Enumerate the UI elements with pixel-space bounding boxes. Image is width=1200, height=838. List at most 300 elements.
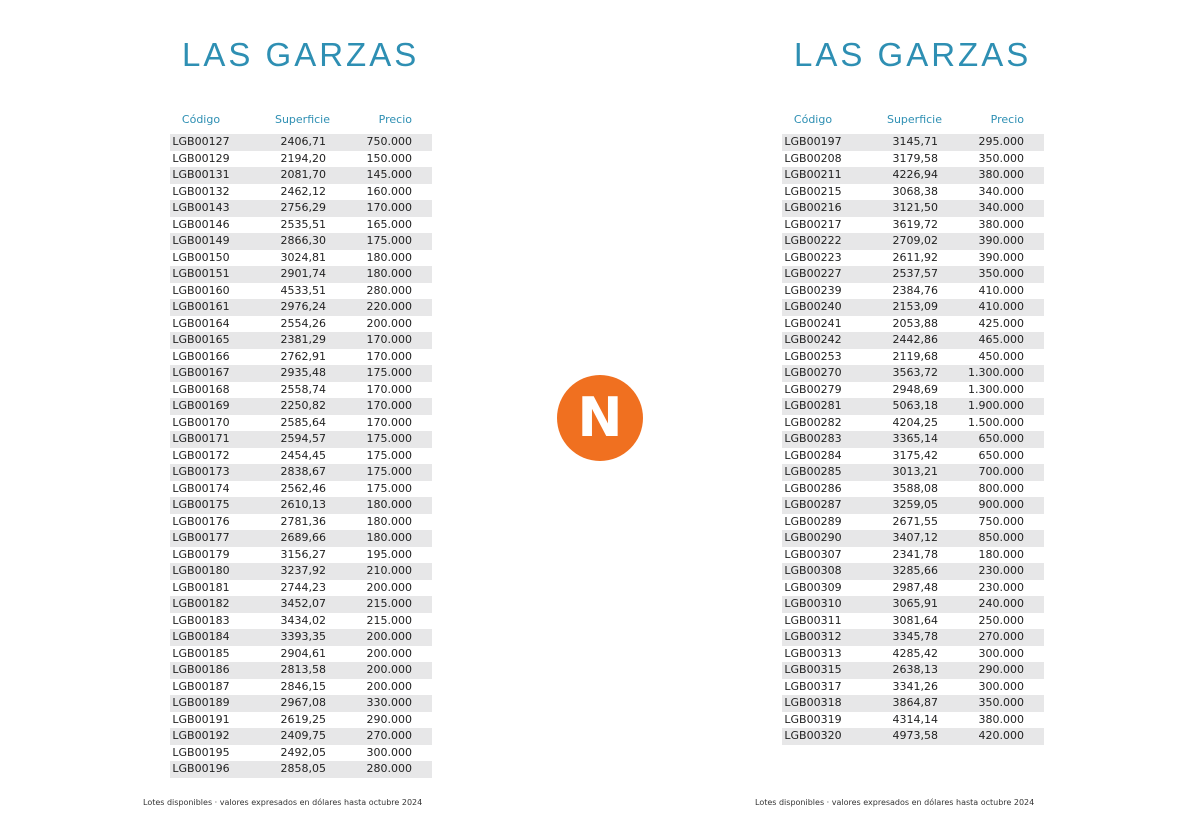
table-row <box>782 448 1044 465</box>
area-cell: 2858,05 <box>280 762 326 775</box>
price-cell: 200.000 <box>366 646 412 660</box>
area-cell: 2901,74 <box>280 267 326 280</box>
area-cell: 2935,48 <box>280 366 326 379</box>
table-row <box>170 217 432 234</box>
code-cell: LGB00307 <box>784 547 842 561</box>
price-cell: 180.000 <box>366 531 412 544</box>
code-cell: LGB00164 <box>172 316 230 330</box>
table-row <box>782 349 1044 366</box>
price-cell: 290.000 <box>366 712 412 726</box>
price-cell: 1.900.000 <box>968 399 1024 412</box>
table-row <box>170 316 432 333</box>
price-cell: 340.000 <box>978 201 1024 214</box>
area-cell: 2535,51 <box>280 217 326 231</box>
table-row <box>782 613 1044 630</box>
price-cell: 200.000 <box>366 663 412 676</box>
price-cell: 175.000 <box>366 234 412 247</box>
price-cell: 175.000 <box>366 481 412 495</box>
n-logo-icon: N <box>557 375 643 461</box>
price-cell: 270.000 <box>978 630 1024 643</box>
price-cell: 340.000 <box>978 184 1024 198</box>
price-cell: 220.000 <box>366 300 412 313</box>
table-row <box>782 580 1044 597</box>
table-row <box>782 530 1044 547</box>
footer-note: Lotes disponibles · valores expresados en dólares hasta octubre 2024 <box>755 798 1035 807</box>
code-cell: LGB00160 <box>172 283 230 297</box>
area-cell: 2610,13 <box>280 498 326 511</box>
code-cell: LGB00253 <box>784 349 842 363</box>
price-cell: 200.000 <box>366 316 412 330</box>
code-cell: LGB00318 <box>784 696 842 709</box>
code-cell: LGB00180 <box>172 564 230 577</box>
table-row <box>782 200 1044 217</box>
table-row <box>170 662 432 679</box>
area-cell: 4314,14 <box>892 712 938 726</box>
code-cell: LGB00308 <box>784 564 842 577</box>
area-cell: 2781,36 <box>280 514 326 528</box>
table-row <box>170 134 432 151</box>
code-cell: LGB00181 <box>172 580 230 594</box>
price-cell: 650.000 <box>978 432 1024 445</box>
table-row <box>782 299 1044 316</box>
price-cell: 850.000 <box>978 531 1024 544</box>
code-cell: LGB00173 <box>172 465 230 478</box>
code-cell: LGB00309 <box>784 580 842 594</box>
table-row <box>782 266 1044 283</box>
code-cell: LGB00319 <box>784 712 842 726</box>
price-cell: 270.000 <box>366 729 412 742</box>
area-cell: 3285,66 <box>892 564 938 577</box>
price-cell: 170.000 <box>366 399 412 412</box>
price-cell: 200.000 <box>366 679 412 693</box>
table-row <box>782 646 1044 663</box>
code-cell: LGB00241 <box>784 316 842 330</box>
price-cell: 900.000 <box>978 498 1024 511</box>
area-cell: 5063,18 <box>892 399 938 412</box>
price-cell: 390.000 <box>978 234 1024 247</box>
price-cell: 300.000 <box>978 646 1024 660</box>
code-cell: LGB00315 <box>784 663 842 676</box>
code-cell: LGB00168 <box>172 382 230 396</box>
table-row <box>170 530 432 547</box>
area-cell: 2409,75 <box>280 729 326 742</box>
header-code: Código <box>793 113 833 126</box>
table-row <box>170 184 432 201</box>
code-cell: LGB00282 <box>784 415 842 429</box>
table-row <box>170 481 432 498</box>
code-cell: LGB00196 <box>172 762 230 775</box>
code-cell: LGB00182 <box>172 597 230 610</box>
code-cell: LGB00311 <box>784 613 842 627</box>
area-cell: 2976,24 <box>280 300 326 313</box>
area-cell: 2967,08 <box>280 696 326 709</box>
price-cell: 170.000 <box>366 382 412 396</box>
area-cell: 2384,76 <box>892 283 938 297</box>
table-row <box>170 250 432 267</box>
table-row <box>782 514 1044 531</box>
code-cell: LGB00281 <box>784 399 842 412</box>
area-cell: 4204,25 <box>892 415 938 429</box>
lots-table-right <box>782 113 1044 745</box>
area-cell: 3393,35 <box>280 630 326 643</box>
table-row <box>782 596 1044 613</box>
table-row <box>782 563 1044 580</box>
area-cell: 3619,72 <box>892 217 938 231</box>
area-cell: 4285,42 <box>892 646 938 660</box>
table-row <box>170 712 432 729</box>
area-cell: 3156,27 <box>280 547 326 561</box>
table-row <box>782 250 1044 267</box>
table-row <box>170 151 432 168</box>
code-cell: LGB00208 <box>784 151 842 165</box>
code-cell: LGB00166 <box>172 349 230 363</box>
code-cell: LGB00161 <box>172 300 230 313</box>
table-row <box>170 349 432 366</box>
price-cell: 175.000 <box>366 432 412 445</box>
area-cell: 2194,20 <box>280 151 326 165</box>
table-row <box>170 547 432 564</box>
area-cell: 2838,67 <box>280 465 326 478</box>
table-row <box>170 745 432 762</box>
code-cell: LGB00149 <box>172 234 230 247</box>
code-cell: LGB00172 <box>172 448 230 462</box>
price-cell: 295.000 <box>978 135 1024 148</box>
area-cell: 3081,64 <box>892 613 938 627</box>
table-row <box>782 134 1044 151</box>
area-cell: 3452,07 <box>280 597 326 610</box>
table-row <box>170 283 432 300</box>
table-row <box>170 448 432 465</box>
code-cell: LGB00211 <box>784 168 842 181</box>
header-price: Precio <box>990 113 1024 126</box>
code-cell: LGB00146 <box>172 217 230 231</box>
table-row <box>782 695 1044 712</box>
table-row <box>170 299 432 316</box>
brand-logo: LAS GARZAS <box>182 36 420 73</box>
price-cell: 330.000 <box>366 696 412 709</box>
table-row <box>170 365 432 382</box>
code-cell: LGB00312 <box>784 630 842 643</box>
code-cell: LGB00192 <box>172 729 230 742</box>
area-cell: 2454,45 <box>280 448 326 462</box>
table-row <box>782 233 1044 250</box>
code-cell: LGB00216 <box>784 201 842 214</box>
code-cell: LGB00270 <box>784 366 842 379</box>
price-cell: 350.000 <box>978 151 1024 165</box>
area-cell: 2442,86 <box>892 333 938 346</box>
area-cell: 2987,48 <box>892 580 938 594</box>
area-cell: 3407,12 <box>892 531 938 544</box>
table-row <box>782 629 1044 646</box>
code-cell: LGB00175 <box>172 498 230 511</box>
area-cell: 2756,29 <box>280 201 326 214</box>
lots-table-left <box>170 113 432 778</box>
price-cell: 380.000 <box>978 217 1024 231</box>
price-cell: 425.000 <box>978 316 1024 330</box>
code-cell: LGB00131 <box>172 168 230 181</box>
table-row <box>782 679 1044 696</box>
price-cell: 300.000 <box>366 745 412 759</box>
area-cell: 2762,91 <box>280 349 326 363</box>
area-cell: 3145,71 <box>892 135 938 148</box>
table-body-right <box>782 134 1044 745</box>
table-row <box>170 596 432 613</box>
table-row <box>782 728 1044 745</box>
table-row <box>782 283 1044 300</box>
code-cell: LGB00317 <box>784 679 842 693</box>
code-cell: LGB00227 <box>784 267 842 280</box>
table-row <box>170 266 432 283</box>
table-row <box>170 415 432 432</box>
table-body-left <box>170 134 432 778</box>
area-cell: 4973,58 <box>892 729 938 742</box>
code-cell: LGB00183 <box>172 613 230 627</box>
table-row <box>782 332 1044 349</box>
table-row <box>170 382 432 399</box>
header-area: Superficie <box>274 113 330 126</box>
code-cell: LGB00240 <box>784 300 842 313</box>
table-row <box>782 365 1044 382</box>
code-cell: LGB00186 <box>172 663 230 676</box>
header-code: Código <box>181 113 221 126</box>
price-cell: 280.000 <box>366 283 412 297</box>
price-cell: 250.000 <box>978 613 1024 627</box>
area-cell: 2594,57 <box>280 432 326 445</box>
price-cell: 700.000 <box>978 465 1024 478</box>
table-row <box>170 728 432 745</box>
price-cell: 650.000 <box>978 448 1024 462</box>
price-cell: 180.000 <box>366 498 412 511</box>
table-row <box>170 613 432 630</box>
area-cell: 2846,15 <box>280 679 326 693</box>
code-cell: LGB00286 <box>784 481 842 495</box>
code-cell: LGB00171 <box>172 432 230 445</box>
area-cell: 3434,02 <box>280 613 326 627</box>
price-cell: 465.000 <box>978 333 1024 346</box>
table-row <box>170 233 432 250</box>
price-cell: 180.000 <box>366 514 412 528</box>
code-cell: LGB00289 <box>784 514 842 528</box>
code-cell: LGB00143 <box>172 201 230 214</box>
area-cell: 4533,51 <box>280 283 326 297</box>
table-header <box>170 113 432 131</box>
table-row <box>782 431 1044 448</box>
area-cell: 2153,09 <box>892 300 938 313</box>
table-row <box>170 761 432 778</box>
price-cell: 390.000 <box>978 250 1024 264</box>
area-cell: 2611,92 <box>892 250 938 264</box>
area-cell: 3365,14 <box>892 432 938 445</box>
code-cell: LGB00169 <box>172 399 230 412</box>
code-cell: LGB00310 <box>784 597 842 610</box>
price-cell: 210.000 <box>366 564 412 577</box>
code-cell: LGB00290 <box>784 531 842 544</box>
code-cell: LGB00217 <box>784 217 842 231</box>
price-cell: 170.000 <box>366 349 412 363</box>
area-cell: 2813,58 <box>280 663 326 676</box>
table-row <box>782 464 1044 481</box>
header-price: Precio <box>378 113 412 126</box>
price-cell: 170.000 <box>366 201 412 214</box>
area-cell: 3563,72 <box>892 366 938 379</box>
code-cell: LGB00285 <box>784 465 842 478</box>
table-row <box>782 184 1044 201</box>
code-cell: LGB00179 <box>172 547 230 561</box>
table-row <box>170 398 432 415</box>
area-cell: 2381,29 <box>280 333 326 346</box>
code-cell: LGB00242 <box>784 333 842 346</box>
code-cell: LGB00222 <box>784 234 842 247</box>
table-row <box>170 431 432 448</box>
price-cell: 1.300.000 <box>968 366 1024 379</box>
right-page <box>612 0 1200 838</box>
area-cell: 3345,78 <box>892 630 938 643</box>
area-cell: 2341,78 <box>892 547 938 561</box>
table-row <box>782 712 1044 729</box>
area-cell: 3237,92 <box>280 564 326 577</box>
code-cell: LGB00283 <box>784 432 842 445</box>
code-cell: LGB00127 <box>172 135 230 148</box>
price-cell: 350.000 <box>978 267 1024 280</box>
price-cell: 1.500.000 <box>968 415 1024 429</box>
code-cell: LGB00184 <box>172 630 230 643</box>
price-cell: 420.000 <box>978 729 1024 742</box>
brand-logo: LAS GARZAS <box>794 36 1032 73</box>
price-cell: 200.000 <box>366 630 412 643</box>
price-cell: 380.000 <box>978 712 1024 726</box>
price-cell: 410.000 <box>978 283 1024 297</box>
area-cell: 2537,57 <box>892 267 938 280</box>
area-cell: 3341,26 <box>892 679 938 693</box>
area-cell: 3864,87 <box>892 696 938 709</box>
area-cell: 2619,25 <box>280 712 326 726</box>
price-cell: 290.000 <box>978 663 1024 676</box>
price-cell: 380.000 <box>978 168 1024 181</box>
area-cell: 2492,05 <box>280 745 326 759</box>
footer-note: Lotes disponibles · valores expresados en dólares hasta octubre 2024 <box>143 798 423 807</box>
table-header <box>782 113 1044 131</box>
price-cell: 180.000 <box>366 267 412 280</box>
area-cell: 2671,55 <box>892 514 938 528</box>
code-cell: LGB00313 <box>784 646 842 660</box>
area-cell: 2585,64 <box>280 415 326 429</box>
code-cell: LGB00279 <box>784 382 842 396</box>
table-row <box>170 629 432 646</box>
code-cell: LGB00176 <box>172 514 230 528</box>
header-area: Superficie <box>886 113 942 126</box>
code-cell: LGB00170 <box>172 415 230 429</box>
table-row <box>782 382 1044 399</box>
code-cell: LGB00197 <box>784 135 842 148</box>
code-cell: LGB00165 <box>172 333 230 346</box>
table-row <box>782 415 1044 432</box>
table-row <box>170 200 432 217</box>
area-cell: 3259,05 <box>892 498 938 511</box>
table-row <box>170 464 432 481</box>
price-cell: 180.000 <box>366 250 412 264</box>
area-cell: 2744,23 <box>280 580 326 594</box>
price-cell: 175.000 <box>366 366 412 379</box>
area-cell: 2558,74 <box>280 382 326 396</box>
price-cell: 180.000 <box>978 547 1024 561</box>
price-cell: 175.000 <box>366 448 412 462</box>
area-cell: 2866,30 <box>280 234 326 247</box>
table-row <box>782 167 1044 184</box>
table-row <box>782 547 1044 564</box>
price-cell: 280.000 <box>366 762 412 775</box>
code-cell: LGB00151 <box>172 267 230 280</box>
price-cell: 750.000 <box>978 514 1024 528</box>
code-cell: LGB00187 <box>172 679 230 693</box>
price-cell: 240.000 <box>978 597 1024 610</box>
code-cell: LGB00320 <box>784 729 842 742</box>
area-cell: 2119,68 <box>892 349 938 363</box>
code-cell: LGB00174 <box>172 481 230 495</box>
code-cell: LGB00239 <box>784 283 842 297</box>
area-cell: 2053,88 <box>892 316 938 330</box>
area-cell: 3024,81 <box>280 250 326 264</box>
price-cell: 150.000 <box>366 151 412 165</box>
area-cell: 3068,38 <box>892 184 938 198</box>
table-row <box>782 662 1044 679</box>
area-cell: 2948,69 <box>892 382 938 396</box>
price-cell: 300.000 <box>978 679 1024 693</box>
area-cell: 2638,13 <box>892 663 938 676</box>
table-row <box>782 316 1044 333</box>
price-cell: 215.000 <box>366 597 412 610</box>
area-cell: 3013,21 <box>892 465 938 478</box>
area-cell: 2462,12 <box>280 184 326 198</box>
code-cell: LGB00284 <box>784 448 842 462</box>
table-row <box>782 497 1044 514</box>
area-cell: 2709,02 <box>892 234 938 247</box>
table-row <box>782 481 1044 498</box>
table-row <box>170 167 432 184</box>
table-row <box>170 646 432 663</box>
table-row <box>170 332 432 349</box>
table-row <box>782 217 1044 234</box>
price-cell: 170.000 <box>366 333 412 346</box>
code-cell: LGB00132 <box>172 184 230 198</box>
price-cell: 450.000 <box>978 349 1024 363</box>
code-cell: LGB00177 <box>172 531 230 544</box>
code-cell: LGB00287 <box>784 498 842 511</box>
area-cell: 2081,70 <box>280 168 326 181</box>
area-cell: 3179,58 <box>892 151 938 165</box>
code-cell: LGB00167 <box>172 366 230 379</box>
area-cell: 2554,26 <box>280 316 326 330</box>
code-cell: LGB00191 <box>172 712 230 726</box>
code-cell: LGB00185 <box>172 646 230 660</box>
area-cell: 2689,66 <box>280 531 326 544</box>
code-cell: LGB00129 <box>172 151 230 165</box>
code-cell: LGB00195 <box>172 745 230 759</box>
price-cell: 160.000 <box>366 184 412 198</box>
table-row <box>170 514 432 531</box>
price-cell: 410.000 <box>978 300 1024 313</box>
price-cell: 170.000 <box>366 415 412 429</box>
area-cell: 3121,50 <box>892 201 938 214</box>
table-row <box>170 695 432 712</box>
code-cell: LGB00189 <box>172 696 230 709</box>
price-cell: 175.000 <box>366 465 412 478</box>
price-cell: 230.000 <box>978 564 1024 577</box>
table-row <box>782 151 1044 168</box>
price-cell: 750.000 <box>366 135 412 148</box>
table-row <box>782 398 1044 415</box>
area-cell: 4226,94 <box>892 168 938 181</box>
table-row <box>170 563 432 580</box>
